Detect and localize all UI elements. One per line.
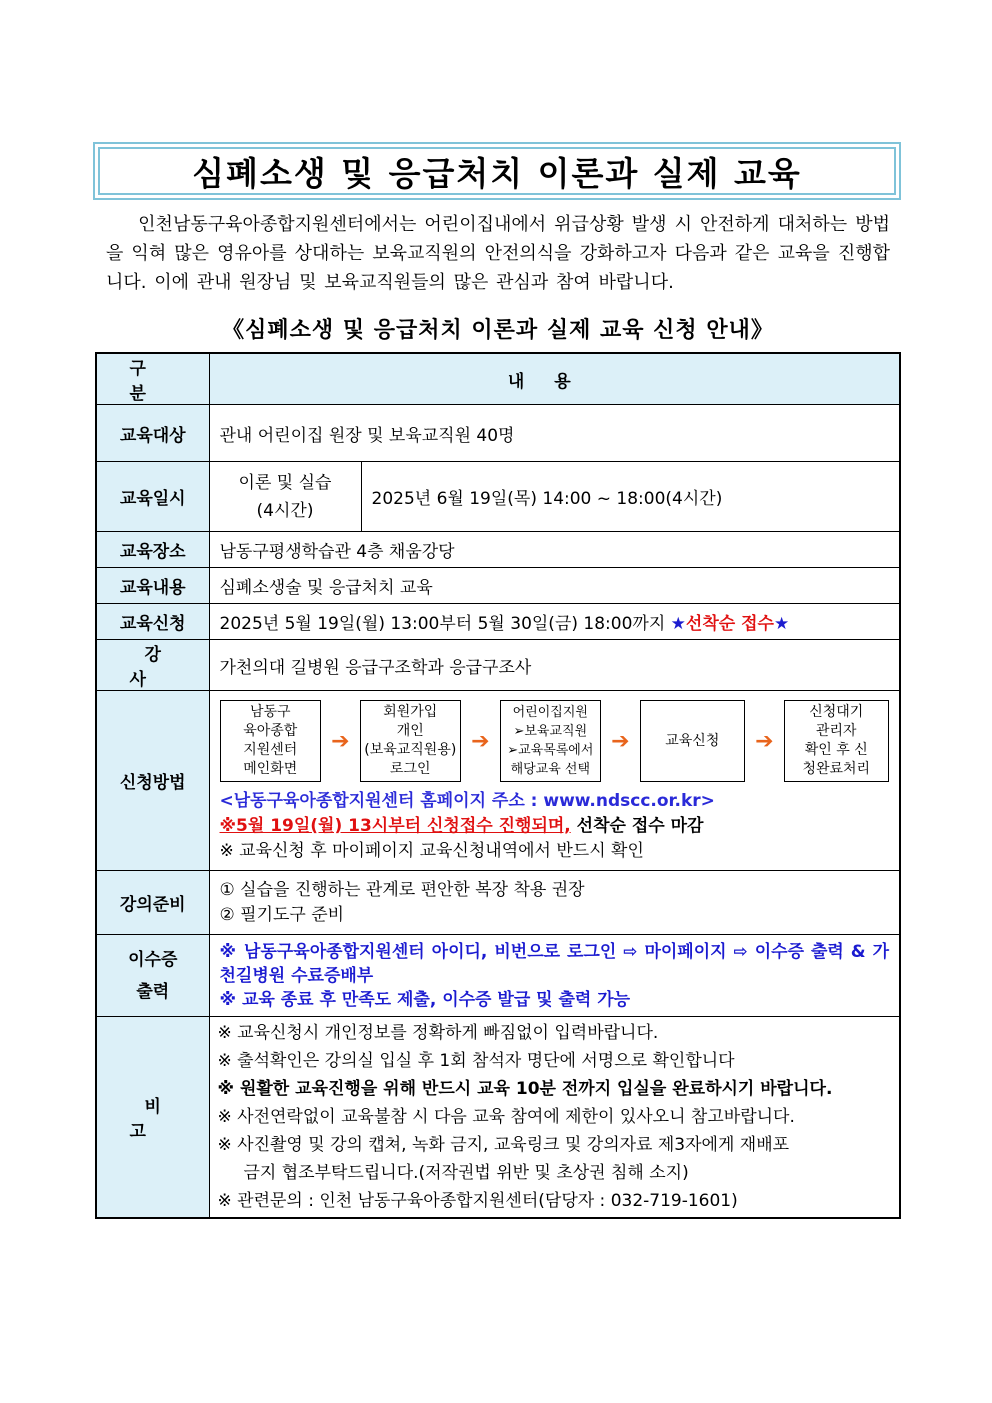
flow-step-text: 확인 후 신 (804, 742, 868, 758)
arrow-right-icon: ➔ (611, 728, 630, 754)
label-certificate-line2: 출력 (136, 981, 170, 1002)
flow-step-text: 청완료처리 (802, 761, 871, 777)
arrow-right-icon: ➔ (331, 728, 350, 754)
remark-line: ※ 사진촬영 및 강의 캡쳐, 녹화 금지, 교육링크 및 강의자료 제3자에게 재배포 (217, 1135, 790, 1155)
label-instructor-text: 강사 (129, 645, 191, 690)
arrow-right-icon: ➔ (755, 728, 774, 754)
flow-step-confirm (784, 700, 890, 782)
apply-flow (220, 699, 890, 783)
label-place: 교육장소 (96, 532, 209, 568)
confirm-notice: ※ 교육신청 후 마이페이지 교육신청내역에서 반드시 확인 (219, 841, 644, 861)
star-icon: ★ (773, 614, 790, 634)
row-remarks (96, 1017, 900, 1219)
row-certificate (96, 935, 900, 1017)
flow-step-text: 메인화면 (243, 761, 298, 777)
flow-step-apply (640, 700, 746, 782)
flow-step-text: ➢교육목록에서 (507, 743, 594, 758)
value-prep (209, 871, 900, 935)
label-remarks-text: 비고 (129, 1097, 191, 1142)
row-content (96, 568, 900, 604)
value-method (209, 691, 900, 871)
intro-text: 인천남동구육아종합지원센터에서는 어린이집내에서 위급상황 발생 시 안전하게 대처하는 방법을 익혀 많은 영유아를 상대하는 보육교직원의 안전의식을 강화하고자 다음과 같은 교육을 진행합니다. 이에 관내 원장님 및 보육교직원들의 많은 관심과 참여 바랍니다. (106, 214, 890, 293)
flow-step-text: 개인 (396, 723, 424, 739)
flow-step-text: 지원센터 (243, 742, 298, 758)
apply-period: 2025년 5월 19일(월) 13:00부터 5월 30일(금) 18:00까지 (219, 614, 666, 634)
flow-step-text: (보육교직원용) (364, 742, 457, 758)
page-title: 심폐소생 및 응급처치 이론과 실제 교육 (98, 147, 896, 195)
row-target (96, 405, 900, 462)
label-remarks (96, 1017, 209, 1219)
certificate-note: ※ 교육 종료 후 만족도 제출, 이수증 발급 및 출력 가능 (219, 989, 631, 1010)
star-icon: ★ (670, 614, 686, 634)
label-method: 신청방법 (96, 691, 209, 871)
intro-paragraph (106, 210, 890, 297)
row-schedule (96, 462, 900, 532)
prep-item: ① 실습을 진행하는 관계로 편안한 복장 착용 권장 (219, 879, 585, 900)
arrow-right-icon: ➔ (471, 728, 490, 754)
schedule-type (209, 462, 361, 532)
prep-item: ② 필기도구 준비 (219, 904, 345, 925)
value-certificate (209, 935, 900, 1017)
remark-line: ※ 출석확인은 강의실 입실 후 1회 참석자 명단에 서명으로 확인합니다 (217, 1051, 735, 1071)
row-method (96, 691, 900, 871)
value-place: 남동구평생학습관 4층 채움강당 (209, 532, 900, 568)
label-content: 교육내용 (96, 568, 209, 604)
label-prep: 강의준비 (96, 871, 209, 935)
value-target: 관내 어린이집 원장 및 보육교직원 40명 (209, 405, 900, 462)
row-apply (96, 604, 900, 640)
value-apply (209, 604, 900, 640)
flow-step-text: 로그인 (390, 761, 431, 777)
flow-step-text: 남동구 (249, 704, 291, 720)
certificate-step: ※ 남동구육아종합지원센터 아이디, 비번으로 로그인 ⇨ 마이페이지 ⇨ 이수증 출력 & 가천길병원 수료증배부 (219, 941, 889, 986)
section-subtitle: 《심폐소생 및 응급처치 이론과 실제 교육 신청 안내》 (222, 318, 774, 343)
remark-contact: ※ 관련문의 : 인천 남동구육아종합지원센터(담당자 : 032-719-1601) (217, 1191, 738, 1211)
label-schedule: 교육일시 (96, 462, 209, 532)
remark-line: ※ 교육신청시 개인정보를 정확하게 빠짐없이 입력바랍니다. (217, 1023, 659, 1043)
row-prep (96, 871, 900, 935)
row-place (96, 532, 900, 568)
schedule-type-line2: (4시간) (256, 500, 314, 521)
flow-step-text: ➢보육교직원 (513, 724, 588, 739)
info-table (95, 352, 901, 1219)
flow-step-text: 육아종합 (243, 723, 298, 739)
title-box (93, 142, 901, 200)
apply-notice-black: 선착순 접수 마감 (570, 816, 704, 836)
label-target: 교육대상 (96, 405, 209, 462)
label-apply: 교육신청 (96, 604, 209, 640)
table-header-row (96, 353, 900, 405)
header-content: 내용 (209, 353, 900, 405)
flow-step-main (220, 700, 322, 782)
flow-step-text: 어린이집지원 (512, 705, 588, 720)
flow-step-text: 회원가입 (383, 704, 438, 720)
flow-step-text: 관리자 (815, 723, 857, 739)
value-content: 심폐소생술 및 응급처치 교육 (209, 568, 900, 604)
label-instructor (96, 640, 209, 691)
value-instructor: 가천의대 길병원 응급구조학과 응급구조사 (209, 640, 900, 691)
homepage-link: <남동구육아종합지원센터 홈페이지 주소 : www.ndscc.or.kr> (219, 791, 715, 811)
label-certificate (96, 935, 209, 1017)
first-come-badge: 선착순 접수 (685, 614, 774, 634)
header-label: 구분 (96, 353, 209, 405)
flow-step-login (360, 700, 462, 782)
flow-step-text: 교육신청 (665, 732, 720, 749)
row-instructor (96, 640, 900, 691)
schedule-type-line1: 이론 및 실습 (238, 472, 332, 493)
flow-step-text: 해당교육 선택 (510, 762, 591, 777)
label-certificate-line1: 이수증 (128, 949, 178, 970)
value-remarks (209, 1017, 900, 1219)
apply-notice (220, 814, 890, 839)
remark-line: 금지 협조부탁드립니다.(저작권법 위반 및 초상권 침해 소지) (243, 1163, 689, 1183)
flow-step-text: 신청대기 (809, 704, 864, 720)
remark-line: ※ 사전연락없이 교육불참 시 다음 교육 참여에 제한이 있사오니 참고바랍니다. (217, 1107, 795, 1127)
apply-notice-red: ※5월 19일(월) 13시부터 신청접수 진행되며, (219, 816, 571, 836)
remark-line: ※ 원활한 교육진행을 위해 반드시 교육 10분 전까지 입실을 완료하시기 바랍니다. (217, 1079, 833, 1099)
flow-step-select (500, 700, 602, 782)
value-schedule: 2025년 6월 19일(목) 14:00 ~ 18:00(4시간) (361, 462, 900, 532)
